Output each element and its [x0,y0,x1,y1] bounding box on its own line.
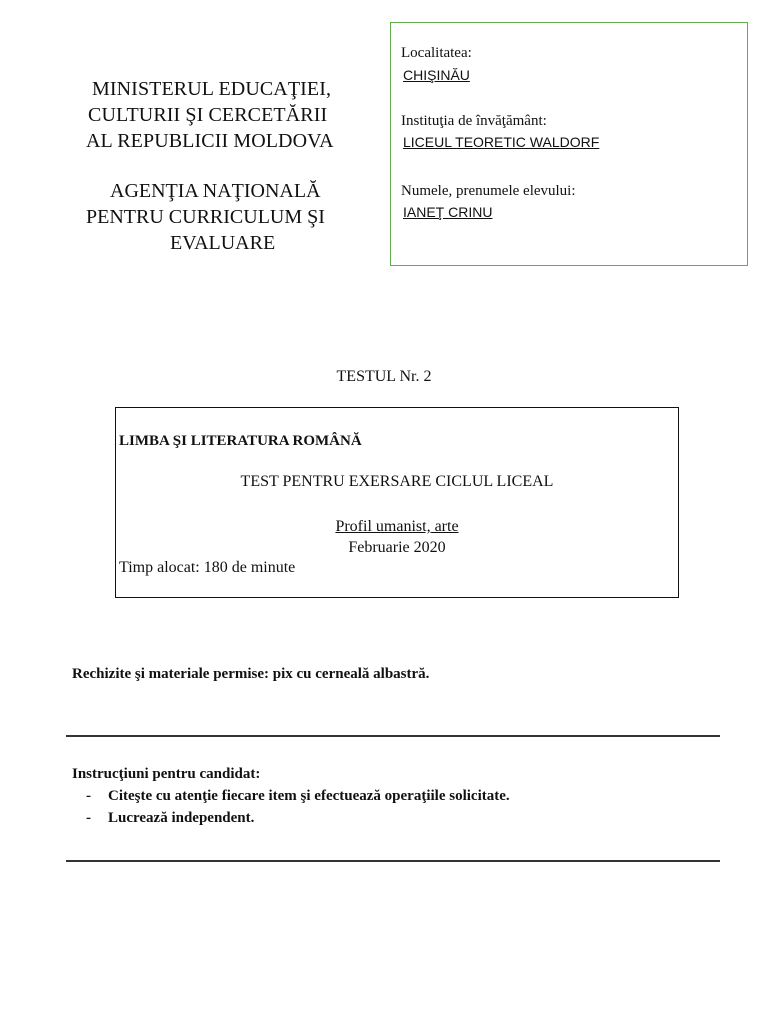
test-date: Februarie 2020 [348,539,446,556]
instruction-item [86,810,254,827]
agency-line-3: EVALUARE [170,232,276,254]
ministry-header [86,76,386,154]
divider-bottom [66,860,720,862]
divider-top [66,735,720,737]
subject-title: LIMBA ŞI LITERATURA ROMÂNĂ [119,433,362,449]
student-name-value: IANEŢ CRINU [403,204,493,220]
ministry-line-2: CULTURII ŞI CERCETĂRII [88,104,328,126]
locality-value: CHIŞINĂU [403,67,470,83]
test-number: TESTUL Nr. 2 [336,368,432,385]
test-details-box [115,407,679,598]
bullet-dash: - [86,788,91,804]
instructions-title: Instrucţiuni pentru candidat: [72,766,261,782]
ministry-line-3: AL REPUBLICII MOLDOVA [86,130,334,152]
profile: Profil umanist, arte [335,518,459,535]
bullet-dash: - [86,810,91,826]
agency-line-2: PENTRU CURRICULUM ŞI [86,206,325,228]
instruction-text-1: Citeşte cu atenţie fiecare item şi efectuează operaţiile solicitate. [108,788,510,804]
permitted-materials: Rechizite şi materiale permise: pix cu cerneală albastră. [72,666,430,682]
time-allotted: Timp alocat: 180 de minute [119,559,296,576]
locality-label: Localitatea: [401,45,472,61]
agency-header [86,178,386,256]
student-info-box [390,22,748,266]
institution-value: LICEUL TEORETIC WALDORF [403,134,600,150]
instruction-text-2: Lucrează independent. [108,810,255,826]
test-type: TEST PENTRU EXERSARE CICLUL LICEAL [240,473,554,490]
institution-label: Instituţia de învăţământ: [401,113,547,129]
instruction-item [86,788,510,805]
ministry-line-1: MINISTERUL EDUCAŢIEI, [92,78,332,100]
agency-line-1: AGENŢIA NAŢIONALĂ [110,180,321,202]
student-name-label: Numele, prenumele elevului: [401,183,576,199]
